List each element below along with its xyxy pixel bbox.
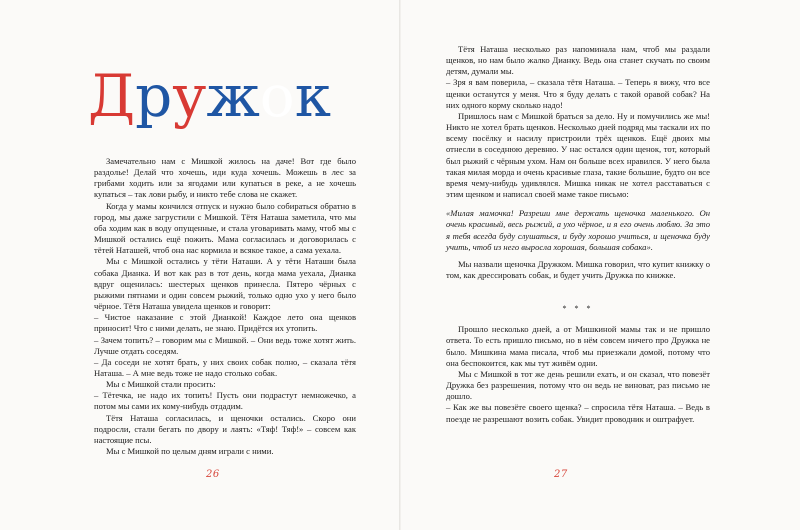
paragraph: Тётя Наташа несколько раз напоминала нам, чтоб мы раздали щенков, но нам было жалко Дианку. Ведь она станет скучать по своим детям, думали мы.: [446, 44, 710, 77]
paragraph: Когда у мамы кончился отпуск и нужно было собираться обратно в город, мы даже загрустили с Мишкой. Тётя Наташа заметила, что мы оба ходим как в воду опущенные, и стала уговаривать маму, чтоб мы с Мишкой остались ещё пожить. Мама согласилась и договорилась с тётей Наташей, чтоб она нас кормила и всякое такое, а сама уехала.: [94, 200, 356, 256]
dialogue-line: – Чистое наказание с этой Дианкой! Каждое лето она щенков приносит! Что с ними делать, не знаю. Придётся их утопить.: [94, 312, 356, 334]
title-letter-5: о: [259, 62, 295, 130]
paragraph: Мы с Мишкой в тот же день решили ехать, и он сказал, что повезёт Дружка без разрешения, потому что он ведь не виноват, раз письмо не дошло.: [446, 368, 710, 402]
page-number: 27: [554, 469, 568, 480]
dialogue-line: – Тётечка, не надо их топить! Пусть они подрастут немножечко, а потом мы сами их кому-нибудь отдадим.: [94, 390, 356, 412]
title-letter-6: к: [294, 62, 331, 130]
chapter-title-letters: [88, 62, 331, 130]
title-letter-1: Д: [88, 62, 136, 130]
left-page-text: [94, 156, 356, 457]
dialogue-line: – Зачем топить? – говорим мы с Мишкой. – Они ведь тоже хотят жить. Лучше отдать соседям.: [94, 334, 356, 356]
paragraph: Тётя Наташа согласилась, и щеночки остались. Скоро они подросли, стали бегать по двору и лаять: «Тяф! Тяф!» – совсем как настоящие псы.: [94, 412, 356, 445]
dialogue-line: – Как же вы повезёте своего щенка? – спросила тётя Наташа. – Ведь в поезде не разрешают возить собак. Увидит проводник и оштрафует.: [446, 402, 710, 424]
paragraph: Мы с Мишкой стали просить:: [106, 379, 216, 390]
title-letter-4: ж: [206, 62, 260, 130]
paragraph: Прошло несколько дней, а от Мишкиной мамы так и не пришло ответа. То есть пришло письмо, но в нём совсем ничего про Дружка не было. Мишкина мама писала, чтоб мы приезжали домой, потому что она беспокоится, как мы тут живём одни.: [446, 324, 710, 368]
section-separator: * * *: [562, 304, 594, 314]
dialogue-line: – Да соседи не хотят брать, у них своих собак полно, – сказала тётя Наташа. – А мне ведь тоже не надо столько собак.: [94, 356, 356, 378]
right-page-text: [446, 44, 710, 425]
title-letter-2: р: [135, 62, 173, 130]
page-number: 26: [206, 469, 220, 480]
letter-quote: «Милая мамочка! Разреши мне держать щеночка маленького. Он очень красивый, весь рыжий, а ухо чёрное, и я его очень люблю. За это я тебя всегда буду слушаться, и буду хорошо учиться, и щеночка буду учить, чтоб из него выросла хорошая, большая собака».: [446, 208, 710, 252]
right-page: [401, 0, 800, 530]
dialogue-line: – Зря я вам поверила, – сказала тётя Наташа. – Теперь я вижу, что все щенки останутся у меня. Что я буду делать с такой оравой собак? На них одного корму сколько надо!: [446, 77, 710, 110]
chapter-title: [88, 62, 388, 130]
paragraph: Мы с Мишкой остались у тёти Наташи. А у тёти Наташи была собака Дианка. И вот как раз в тот день, когда мама уехала, Дианка вдруг ощенилась: шестерых щенков принесла. Пятеро чёрных с рыжими пятнами и один совсем рыжий, только одно ухо у него было чёрное. Тётя Наташа увидела щенков и говорит:: [94, 256, 356, 312]
title-letter-3: у: [172, 62, 207, 130]
paragraph: Мы с Мишкой по целым дням играли с ними.: [106, 446, 274, 457]
paragraph: Замечательно нам с Мишкой жилось на даче! Вот где было раздолье! Делай что хочешь, иди куда хочешь. Можешь в лес за грибами ходить или за ягодами или купаться в реке, а не хочешь купаться – так лови рыбу, и никто тебе слова не скажет.: [94, 156, 356, 200]
paragraph: Пришлось нам с Мишкой браться за дело. Ну и помучились же мы! Никто не хотел брать щенков. Несколько дней подряд мы таскали их по всему посёлку и насилу пристроили трёх щенков. Ещё двоих мы отнесли в соседнюю деревню. У нас остался один щенок, тот, который был рыжий с чёрным ухом. Нам он больше всех нравился. У него была такая милая морда и очень красивые глаза, такие большие, будто он все время чему-нибудь удивлялся. Мишка никак не хотел расставаться с этим щенком и написал своей маме такое письмо:: [446, 110, 710, 200]
paragraph: Мы назвали щеночка Дружком. Мишка говорил, что купит книжку о том, как дрессировать собак, и будет учить Дружка по книжке.: [446, 258, 710, 280]
